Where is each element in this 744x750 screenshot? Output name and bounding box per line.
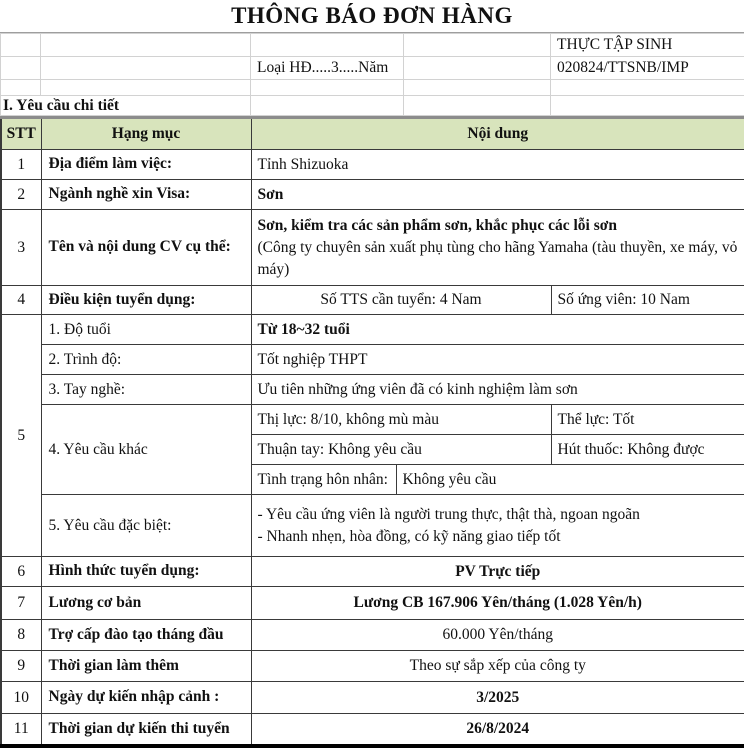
row-11-number: 11 <box>1 714 41 746</box>
row-5-skill-value: Ưu tiên những ứng viên đã có kinh nghiệm làm sơn <box>251 375 744 405</box>
row-4-applicants: Số ứng viên: 10 Nam <box>551 286 744 315</box>
row-11-value: 26/8/2024 <box>251 714 744 746</box>
row-1-number: 1 <box>1 150 41 180</box>
row-5-special-value <box>251 495 744 557</box>
row-5-special-line1: - Yêu cầu ứng viên là người trung thực, thật thà, ngoan ngoãn <box>257 505 640 523</box>
doc-type-label: THỰC TẬP SINH <box>551 34 744 57</box>
row-1-value: Tỉnh Shizuoka <box>251 150 744 180</box>
page-title: THÔNG BÁO ĐƠN HÀNG <box>0 0 744 33</box>
table-row-5-special <box>1 495 744 557</box>
doc-code-label: 020824/TTSNB/IMP <box>551 57 744 80</box>
table-row-6 <box>1 557 744 587</box>
row-5-smoking-value: Hút thuốc: Không được <box>551 435 744 465</box>
row-4-number: 4 <box>1 286 41 315</box>
row-6-value: PV Trực tiếp <box>251 557 744 587</box>
row-10-number: 10 <box>1 682 41 714</box>
table-row-11 <box>1 714 744 746</box>
header-row-section <box>1 96 744 116</box>
column-header-content: Nội dung <box>251 118 744 150</box>
row-5-skill-label: 3. Tay nghề: <box>41 375 251 405</box>
row-4-trainees-needed: Số TTS cần tuyển: 4 Nam <box>251 286 551 315</box>
table-row-9 <box>1 651 744 682</box>
row-5-hand-value: Thuận tay: Không yêu cầu <box>251 435 551 465</box>
table-row-3 <box>1 210 744 286</box>
table-row-8 <box>1 620 744 651</box>
row-3-number: 3 <box>1 210 41 286</box>
row-6-label: Hình thức tuyển dụng: <box>41 557 251 587</box>
row-5-marital-value: Không yêu cầu <box>396 465 744 495</box>
row-3-value-note: (Công ty chuyên sản xuất phụ tùng cho hãng Yamaha (tàu thuyền, xe máy, vỏ máy) <box>257 238 738 278</box>
row-5-special-label: 5. Yêu cầu đặc biệt: <box>41 495 251 557</box>
row-5-age-label: 1. Độ tuổi <box>41 315 251 345</box>
header-info-grid <box>0 33 744 116</box>
row-2-number: 2 <box>1 180 41 210</box>
table-row-10 <box>1 682 744 714</box>
column-header-item: Hạng mục <box>41 118 251 150</box>
row-5-fitness-value: Thể lực: Tốt <box>551 405 744 435</box>
row-8-number: 8 <box>1 620 41 651</box>
row-10-label: Ngày dự kiến nhập cảnh : <box>41 682 251 714</box>
row-1-label: Địa điểm làm việc: <box>41 150 251 180</box>
row-3-value <box>251 210 744 286</box>
row-4-label: Điều kiện tuyển dụng: <box>41 286 251 315</box>
table-row-5-skill <box>1 375 744 405</box>
section-title: I. Yêu cầu chi tiết <box>1 96 251 116</box>
row-7-value: Lương CB 167.906 Yên/tháng (1.028 Yên/h) <box>251 587 744 620</box>
row-9-number: 9 <box>1 651 41 682</box>
row-2-label: Ngành nghề xin Visa: <box>41 180 251 210</box>
table-row-5-other-vision <box>1 405 744 435</box>
table-row-5-age <box>1 315 744 345</box>
column-header-stt: STT <box>1 118 41 150</box>
row-5-marital-label: Tình trạng hôn nhân: <box>251 465 396 495</box>
row-11-label: Thời gian dự kiến thi tuyển <box>41 714 251 746</box>
contract-type-label: Loại HĐ.....3.....Năm <box>251 57 404 80</box>
row-10-value: 3/2025 <box>251 682 744 714</box>
detail-table <box>0 116 744 748</box>
row-7-number: 7 <box>1 587 41 620</box>
row-3-label: Tên và nội dung CV cụ thể: <box>41 210 251 286</box>
header-row-empty <box>1 80 744 96</box>
table-row-2 <box>1 180 744 210</box>
row-8-label: Trợ cấp đào tạo tháng đầu <box>41 620 251 651</box>
row-5-vision-value: Thị lực: 8/10, không mù màu <box>251 405 551 435</box>
row-7-label: Lương cơ bản <box>41 587 251 620</box>
header-row-doc-type <box>1 34 744 57</box>
row-5-education-label: 2. Trình độ: <box>41 345 251 375</box>
table-row-7 <box>1 587 744 620</box>
header-row-contract <box>1 57 744 80</box>
row-8-value: 60.000 Yên/tháng <box>251 620 744 651</box>
row-6-number: 6 <box>1 557 41 587</box>
row-5-other-label: 4. Yêu cầu khác <box>41 405 251 495</box>
row-3-value-main: Sơn, kiểm tra các sản phẩm sơn, khắc phục các lỗi sơn <box>257 216 617 234</box>
table-row-1 <box>1 150 744 180</box>
row-5-special-line2: - Nhanh nhẹn, hòa đồng, có kỹ năng giao tiếp tốt <box>257 527 561 545</box>
row-5-education-value: Tốt nghiệp THPT <box>251 345 744 375</box>
row-9-label: Thời gian làm thêm <box>41 651 251 682</box>
table-row-5-education <box>1 345 744 375</box>
table-row-4 <box>1 286 744 315</box>
row-5-age-value: Từ 18~32 tuổi <box>251 315 744 345</box>
row-9-value: Theo sự sắp xếp của công ty <box>251 651 744 682</box>
row-2-value: Sơn <box>251 180 744 210</box>
table-header-row <box>1 118 744 150</box>
row-5-number: 5 <box>1 315 41 557</box>
